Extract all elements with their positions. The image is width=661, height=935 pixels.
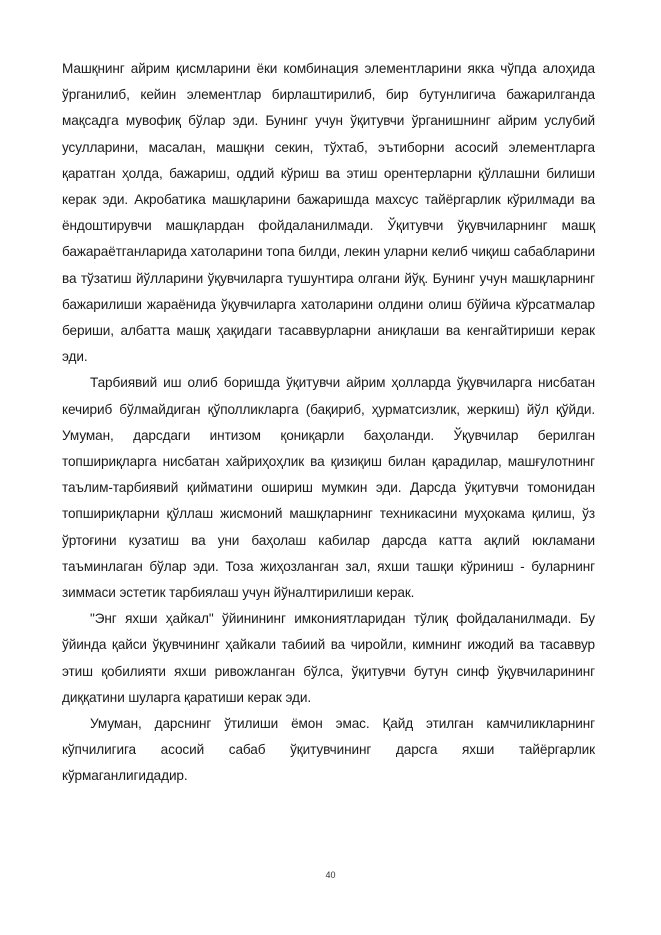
paragraph-2: Тарбиявий иш олиб боришда ўқитувчи айрим ҳолларда ўқувчиларга нисбатан кечириб бўлмайдиган қўполликларга (бақириб, ҳурматсизлик, жеркиш) йўл қўйди. Умуман, дарсдаги интизом қониқарли баҳоланди. Ўқувчилар берилган топшириқларга нисбатан хайриҳоҳлик ва қизиқиш билан қарадилар, машғулотнинг таълим-тарбиявий қийматини ошириш мумкин эди. Дарсда ўқитувчи томонидан топшириқларни қўллаш жисмоний машқларнинг техникасини муҳокама қилиш, ўз ўртоғини кузатиш ва уни баҳолаш кабилар дарсда катта ақлий юкламани таъминлаган бўлар эди. Тоза жиҳозланган зал, яхши ташқи кўриниш - буларнинг зиммаси эстетик тарбиялаш учун йўналтирилиши керак. — [62, 375, 595, 601]
document-page — [62, 56, 595, 790]
page-number: 40 — [325, 870, 336, 880]
paragraph-3: "Энг яхши ҳайкал" ўйинининг имкониятларидан тўлиқ фойдаланилмади. Бу ўйинда қайси ўқувчининг ҳайкали табиий ва чиройли, кимнинг ижодий ва тасаввур этиш қобилияти яхши ривожланган бўлса, ўқитувчи бутун синф ўқувчиларининг диққатини шуларга қаратиши керак эди. — [62, 611, 595, 705]
paragraph-4: Умуман, дарснинг ўтилиши ёмон эмас. Қайд этилган камчиликларнинг кўпчилигига асосий сабаб ўқитувчининг дарсга яхши тайёргарлик кўрмаганлигидадир. — [62, 716, 595, 784]
paragraph-1: Машқнинг айрим қисмларини ёки комбинация элементларини якка чўпда алоҳида ўрганилиб, кейин элементлар бирлаштирилиб, бир бутунлигича бажарилганда мақсадга мувофиқ бўлар эди. Бунинг учун ўқитувчи ўрганишнинг айрим услубий усулларини, масалан, машқни секин, тўхтаб, эътиборни асосий элементларга қаратган ҳолда, бажариш, оддий кўриш ва этиш орентерларни қўллашни билиши керак эди. Акробатика машқларини бажаришда махсус тайёргарлик кўрилмади ва ёндоштирувчи машқлардан фойдаланилмади. Ўқитувчи ўқувчиларнинг машқ бажараётганларида хатоларини топа билди, лекин уларни келиб чиқиш сабабларини ва тўзатиш йўлларини ўқувчиларга тушунтира олгани йўқ. Бунинг учун машқларнинг бажарилиши жараёнида ўқувчиларга хатоларини олдини олиш бўйича кўрсатмалар бериши, албатта машқ ҳақидаги тасаввурларни аниқлаши ва кенгайтириши керак эди. — [62, 61, 595, 365]
